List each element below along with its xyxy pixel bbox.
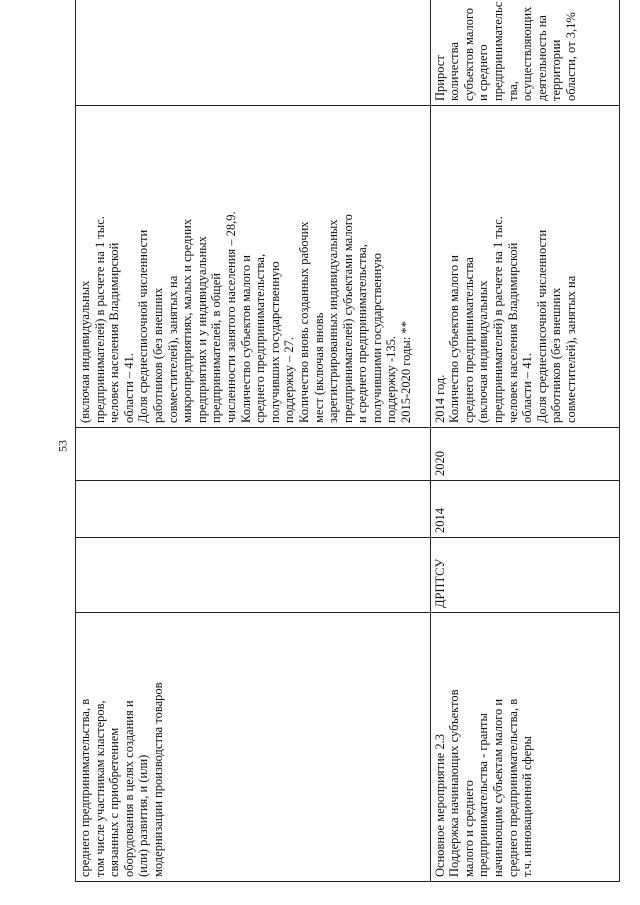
text-line: Поддержка начинающих субъектов <box>447 689 462 877</box>
cell-executor: ДРПТСУ <box>430 538 619 613</box>
text-line: микропредприятиях, малых и средних <box>180 218 195 423</box>
text-line: получивших государственную <box>267 261 282 423</box>
text-line: работников (без внешних <box>549 287 564 423</box>
text-line: человек населения Владимирской <box>107 242 122 423</box>
text-line: среднего предпринимательства, в <box>505 698 520 877</box>
text-line: предпринимателей) в расчете на 1 тыс. <box>491 216 506 423</box>
text-line: Количество вновь созданных рабочих <box>296 221 311 423</box>
text-line: предпринимателей) в расчете на 1 тыс. <box>92 216 107 423</box>
text-line: поддержку -135. <box>384 335 399 423</box>
text-line: среднего предпринимательства, в <box>78 698 92 877</box>
rotated-table-container <box>75 1 620 882</box>
text-line: Основное мероприятие 2.3 <box>432 734 447 877</box>
cell-end-year <box>76 428 431 481</box>
cell-indicators <box>76 106 431 428</box>
text-line: предпринимателей) субъектами малого <box>340 214 355 423</box>
text-line: Доля среднесписочной численности <box>534 229 549 423</box>
text-line: Доля среднесписочной численности <box>136 229 151 423</box>
cell-start-year: 2014 <box>430 481 619 538</box>
text-line: (или) развития, и (или) <box>136 754 151 877</box>
text-line: области – 41. <box>121 353 136 423</box>
text-line: предприятиях и у индивидуальных <box>194 236 209 423</box>
table-row <box>430 0 619 882</box>
text-line: субъектов малого <box>461 7 476 101</box>
text-line: тва, <box>505 81 520 101</box>
text-line: малого и среднего <box>461 780 476 877</box>
text-line: поддержку – 27. <box>282 336 297 423</box>
cell-result <box>76 0 431 106</box>
text-line: Количество субъектов малого и <box>238 255 253 423</box>
text-line: начинающим субъектам малого и <box>491 698 506 877</box>
text-line: численности занятого населения – 28,9. <box>223 211 238 423</box>
text-line: работников (без внешних <box>150 287 165 423</box>
text-line: (включая индивидуальных <box>476 280 491 423</box>
text-line: предпринимательс <box>491 1 506 101</box>
cell-activity <box>76 613 431 882</box>
text-line: зарегистрированных индивидуальных <box>326 219 341 423</box>
text-line: совместителей), занятых на <box>563 275 578 423</box>
text-line: и среднего <box>476 44 491 101</box>
text-line: среднего предпринимательства, <box>253 253 268 423</box>
text-line: (включая индивидуальных <box>78 280 92 423</box>
text-line: оборудования в целях создания и <box>121 700 136 877</box>
text-line: предпринимательства - гранты <box>476 713 491 877</box>
text-line: получившими государственную <box>369 253 384 423</box>
cell-start-year <box>76 481 431 538</box>
text-line: и среднего предпринимательства, <box>355 244 370 423</box>
cell-executor <box>76 538 431 613</box>
text-line: 2015-2020 годы: ** <box>399 321 414 423</box>
cell-activity <box>430 613 619 882</box>
cell-end-year: 2020 <box>430 428 619 481</box>
text-line: осуществляющих <box>520 6 535 101</box>
cell-result <box>430 0 619 106</box>
page-number: 53 <box>55 440 70 452</box>
text-line: том числе участникам кластеров, <box>92 700 107 877</box>
text-line: мест (включая вновь <box>311 312 326 423</box>
text-line: связанных с приобретением <box>107 727 122 877</box>
text-line: области, от 3,1% <box>563 12 578 101</box>
text-line: Количество субъектов малого и <box>447 255 462 423</box>
text-line: человек населения Владимирской <box>505 242 520 423</box>
text-line: 2014 год. <box>432 374 447 423</box>
cell-indicators <box>430 106 619 428</box>
text-line: предпринимателей, в общей <box>209 273 224 423</box>
text-line: т.ч. инновационной сферы <box>520 736 535 877</box>
text-line: количества <box>447 42 462 101</box>
text-line: совместителей), занятых на <box>165 275 180 423</box>
text-line: области – 41. <box>520 353 535 423</box>
text-line: Прирост <box>432 55 447 101</box>
table-row <box>76 0 431 882</box>
text-line: территории <box>549 39 564 101</box>
text-line: деятельность на <box>534 15 549 101</box>
text-line: модернизации производства товаров <box>150 682 165 877</box>
program-table <box>75 0 620 882</box>
text-line: среднего предпринимательства <box>461 257 476 423</box>
